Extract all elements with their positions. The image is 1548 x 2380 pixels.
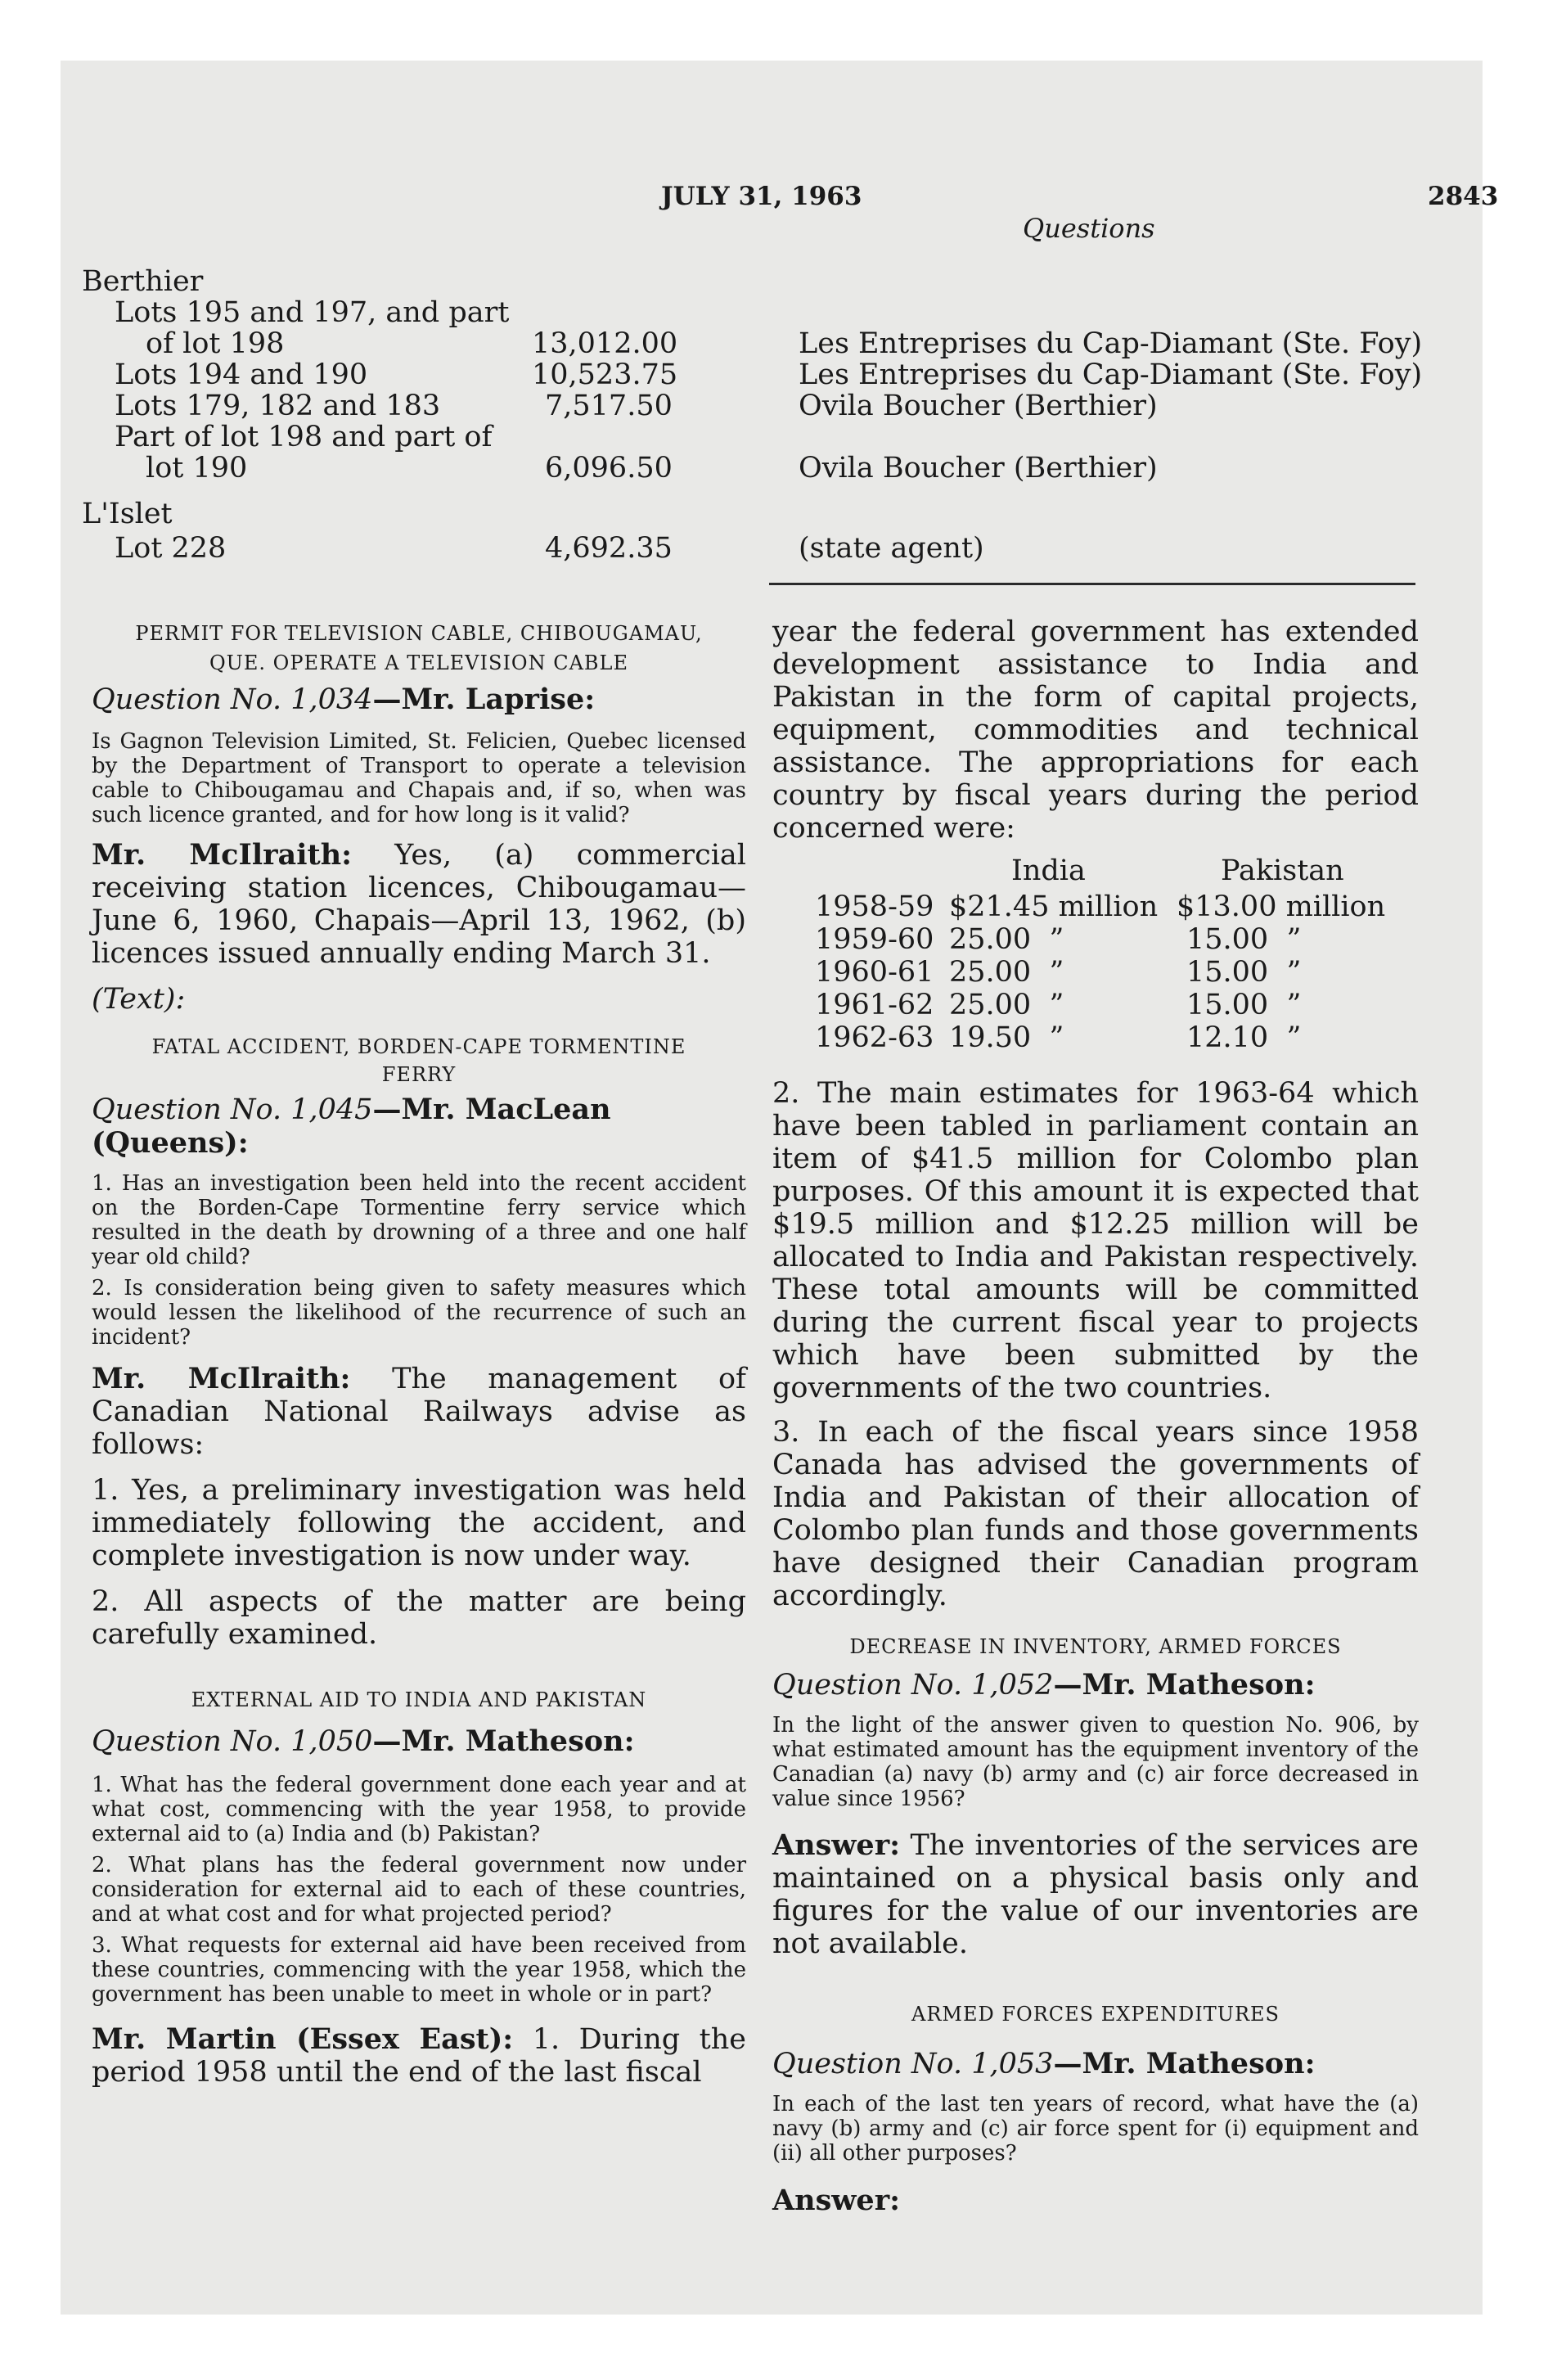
aid-table-header-india: India	[1011, 854, 1086, 887]
lot-228-label: Lot 228	[115, 532, 227, 565]
answer-1050-speaker: Mr. Martin (Essex East):	[92, 2022, 514, 2056]
answer-1045	[92, 1363, 746, 1461]
lot-228-amount: 4,692.35	[545, 532, 673, 565]
region-lislet: L'Islet	[82, 498, 173, 530]
question-1050-part-2: 2. What plans has the federal government now under consideration for external aid to each of these countries, and at what cost and for what projected period?	[92, 1853, 746, 1927]
question-1050-part-1: 1. What has the federal government done each year and at what cost, commencing with the year 1958, to provide external aid to (a) India and (b) Pakistan?	[92, 1773, 746, 1846]
question-1053-text: In each of the last ten years of record, what have the (a) navy (b) army and (c) air force spent for (i) equipment and (ii) all other purposes?	[772, 2092, 1419, 2166]
question-1053-number: Question No. 1,053	[772, 2048, 1054, 2080]
question-1034-member: —Mr. Laprise:	[372, 683, 596, 716]
question-1045-part-2: 2. Is consideration being given to safety measures which would lessen the likelihood of the recurrence of such an incident?	[92, 1276, 746, 1350]
answer-1050	[92, 2023, 746, 2089]
lot-row-2-amount: 10,523.75	[532, 358, 678, 391]
question-1045-heading	[92, 1093, 746, 1160]
answer-1052	[772, 1829, 1419, 1960]
lot-row-4-line-1: Part of lot 198 and part of	[115, 421, 493, 453]
question-1050-heading	[92, 1724, 746, 1758]
question-1034-heading	[92, 683, 746, 716]
right-column	[772, 615, 1419, 2217]
question-1050-number: Question No. 1,050	[92, 1725, 373, 1758]
aid-row-4-year: 1961-62	[815, 989, 934, 1021]
aid-row-4-india: 25.00 ”	[949, 989, 1064, 1021]
question-1052-heading	[772, 1668, 1419, 1702]
aid-row-5-pakistan: 12.10 ”	[1186, 1021, 1302, 1054]
lot-row-1-line-1: Lots 195 and 197, and part	[115, 296, 510, 329]
page-number: 2843	[1428, 182, 1499, 211]
expenditures-heading: ARMED FORCES EXPENDITURES	[911, 2003, 1280, 2026]
permit-heading-line-1: PERMIT FOR TELEVISION CABLE, CHIBOUGAMAU,	[135, 622, 703, 645]
aid-table-header-pakistan: Pakistan	[1221, 854, 1344, 887]
lot-row-4-purchaser: Ovila Boucher (Berthier)	[799, 452, 1158, 485]
lot-row-2-line-1: Lots 194 and 190	[115, 358, 368, 391]
aid-row-3-year: 1960-61	[815, 956, 934, 989]
aid-row-1-india: $21.45 million	[949, 890, 1159, 923]
text-label: (Text):	[92, 983, 186, 1016]
aid-row-2-india: 25.00 ”	[949, 923, 1064, 956]
question-1034-number: Question No. 1,034	[92, 683, 373, 716]
lot-row-3-line-1: Lots 179, 182 and 183	[115, 390, 441, 422]
left-column	[92, 622, 746, 2089]
answer-1034	[92, 839, 746, 970]
question-1050-part-3: 3. What requests for external aid have been received from these countries, commencing with the year 1958, which the government has been unable to meet in whole or in part?	[92, 1933, 746, 2007]
answer-1045-speaker: Mr. McIlraith:	[92, 1362, 351, 1395]
answer-1052-text: The inventories of the services are maintained on a physical basis only and figures for the value of our inventories are not available.	[772, 1829, 1419, 1960]
question-1045-part-1: 1. Has an investigation been held into the recent accident on the Borden-Cape Tormentine ferry service which resulted in the death by drowning of a three and one half year old child?	[92, 1171, 746, 1269]
question-1052-member: —Mr. Matheson:	[1053, 1668, 1316, 1702]
answer-1052-label: Answer:	[772, 1828, 901, 1862]
lot-228-purchaser: (state agent)	[799, 532, 984, 565]
lot-row-3-amount: 7,517.50	[545, 390, 673, 422]
answer-1045-text: The management of Canadian National Railways advise as follows:	[92, 1363, 746, 1461]
question-1052-number: Question No. 1,052	[772, 1669, 1054, 1702]
lot-row-1-purchaser: Les Entreprises du Cap-Diamant (Ste. Foy)	[799, 327, 1423, 360]
answer-1045-part-1: 1. Yes, a preliminary investigation was held immediately following the accident, and complete investigation is now under way.	[92, 1474, 746, 1572]
aid-row-1-pakistan: $13.00 million	[1177, 890, 1386, 923]
aid-row-1-year: 1958-59	[815, 890, 934, 923]
aid-row-3-pakistan: 15.00 ”	[1186, 956, 1302, 989]
lot-row-3-purchaser: Ovila Boucher (Berthier)	[799, 390, 1158, 422]
permit-heading-line-2: QUE. OPERATE A TELEVISION CABLE	[209, 651, 629, 674]
answer-1050-text: 1. During the period 1958 until the end of the last fiscal	[92, 2023, 746, 2089]
lot-row-4-line-2: lot 190	[146, 452, 248, 485]
question-1050-member: —Mr. Matheson:	[372, 1724, 635, 1758]
aid-row-4-pakistan: 15.00 ”	[1186, 989, 1302, 1021]
answer-1034-speaker: Mr. McIlraith:	[92, 838, 353, 872]
question-1053-member: —Mr. Matheson:	[1053, 2047, 1316, 2080]
question-1045-member: —Mr. MacLean (Queens):	[92, 1093, 611, 1160]
answer-1050-part-3: 3. In each of the fiscal years since 1958 Canada has advised the governments of India and Pakistan of their allocation of Colombo plan funds and those governments have designed their Canadian program accordingly.	[772, 1416, 1419, 1612]
fatal-heading-line-2: FERRY	[381, 1063, 457, 1086]
page-date: JULY 31, 1963	[661, 182, 862, 211]
region-berthier: Berthier	[82, 265, 204, 298]
answer-1050-part-2: 2. The main estimates for 1963-64 which have been tabled in parliament contain an item of $41.5 million for Colombo plan purposes. Of this amount it is expected that $19.5 million and $12.25 million will be allocated to India and Pakistan respectively. These total amounts will be committed during the current fiscal year to projects which have been submitted by the governments of the two countries.	[772, 1077, 1419, 1404]
table-rule	[769, 583, 1415, 585]
lot-row-2-purchaser: Les Entreprises du Cap-Diamant (Ste. Foy)	[799, 358, 1423, 391]
aid-row-3-india: 25.00 ”	[949, 956, 1064, 989]
aid-row-5-india: 19.50 ”	[949, 1021, 1064, 1054]
answer-1045-part-2: 2. All aspects of the matter are being carefully examined.	[92, 1585, 746, 1651]
answer-1053-label	[772, 2184, 1419, 2217]
question-1045-number: Question No. 1,045	[92, 1093, 373, 1126]
lot-row-1-amount: 13,012.00	[532, 327, 678, 360]
question-1052-text: In the light of the answer given to question No. 906, by what estimated amount has the equipment inventory of the Canadian (a) navy (b) army and (c) air force decreased in value since 1956?	[772, 1713, 1419, 1811]
answer-1050-continued: year the federal government has extended development assistance to India and Pakistan in the form of capital projects, equipment, commodities and technical assistance. The appropriations for each country by fiscal years during the period concerned were:	[772, 615, 1419, 845]
question-1053-heading	[772, 2047, 1419, 2080]
lot-row-1-line-2: of lot 198	[146, 327, 285, 360]
answer-1053-label-text: Answer:	[772, 2184, 901, 2217]
aid-row-5-year: 1962-63	[815, 1021, 934, 1054]
inventory-heading: DECREASE IN INVENTORY, ARMED FORCES	[849, 1635, 1342, 1658]
aid-heading: EXTERNAL AID TO INDIA AND PAKISTAN	[191, 1688, 647, 1711]
fatal-heading-line-1: FATAL ACCIDENT, BORDEN-CAPE TORMENTINE	[151, 1035, 686, 1058]
aid-table	[772, 854, 1419, 1059]
section-title: Questions	[1023, 213, 1155, 244]
aid-row-2-pakistan: 15.00 ”	[1186, 923, 1302, 956]
aid-row-2-year: 1959-60	[815, 923, 934, 956]
lot-row-4-amount: 6,096.50	[545, 452, 673, 485]
answer-1034-text: Yes, (a) commercial receiving station licences, Chibougamau—June 6, 1960, Chapais—April 13, 1962, (b) licences issued annually ending March 31.	[92, 839, 746, 970]
question-1034-text: Is Gagnon Television Limited, St. Felicien, Quebec licensed by the Department of Transport to operate a television cable to Chibougamau and Chapais and, if so, when was such licence granted, and for how long is it valid?	[92, 729, 746, 827]
